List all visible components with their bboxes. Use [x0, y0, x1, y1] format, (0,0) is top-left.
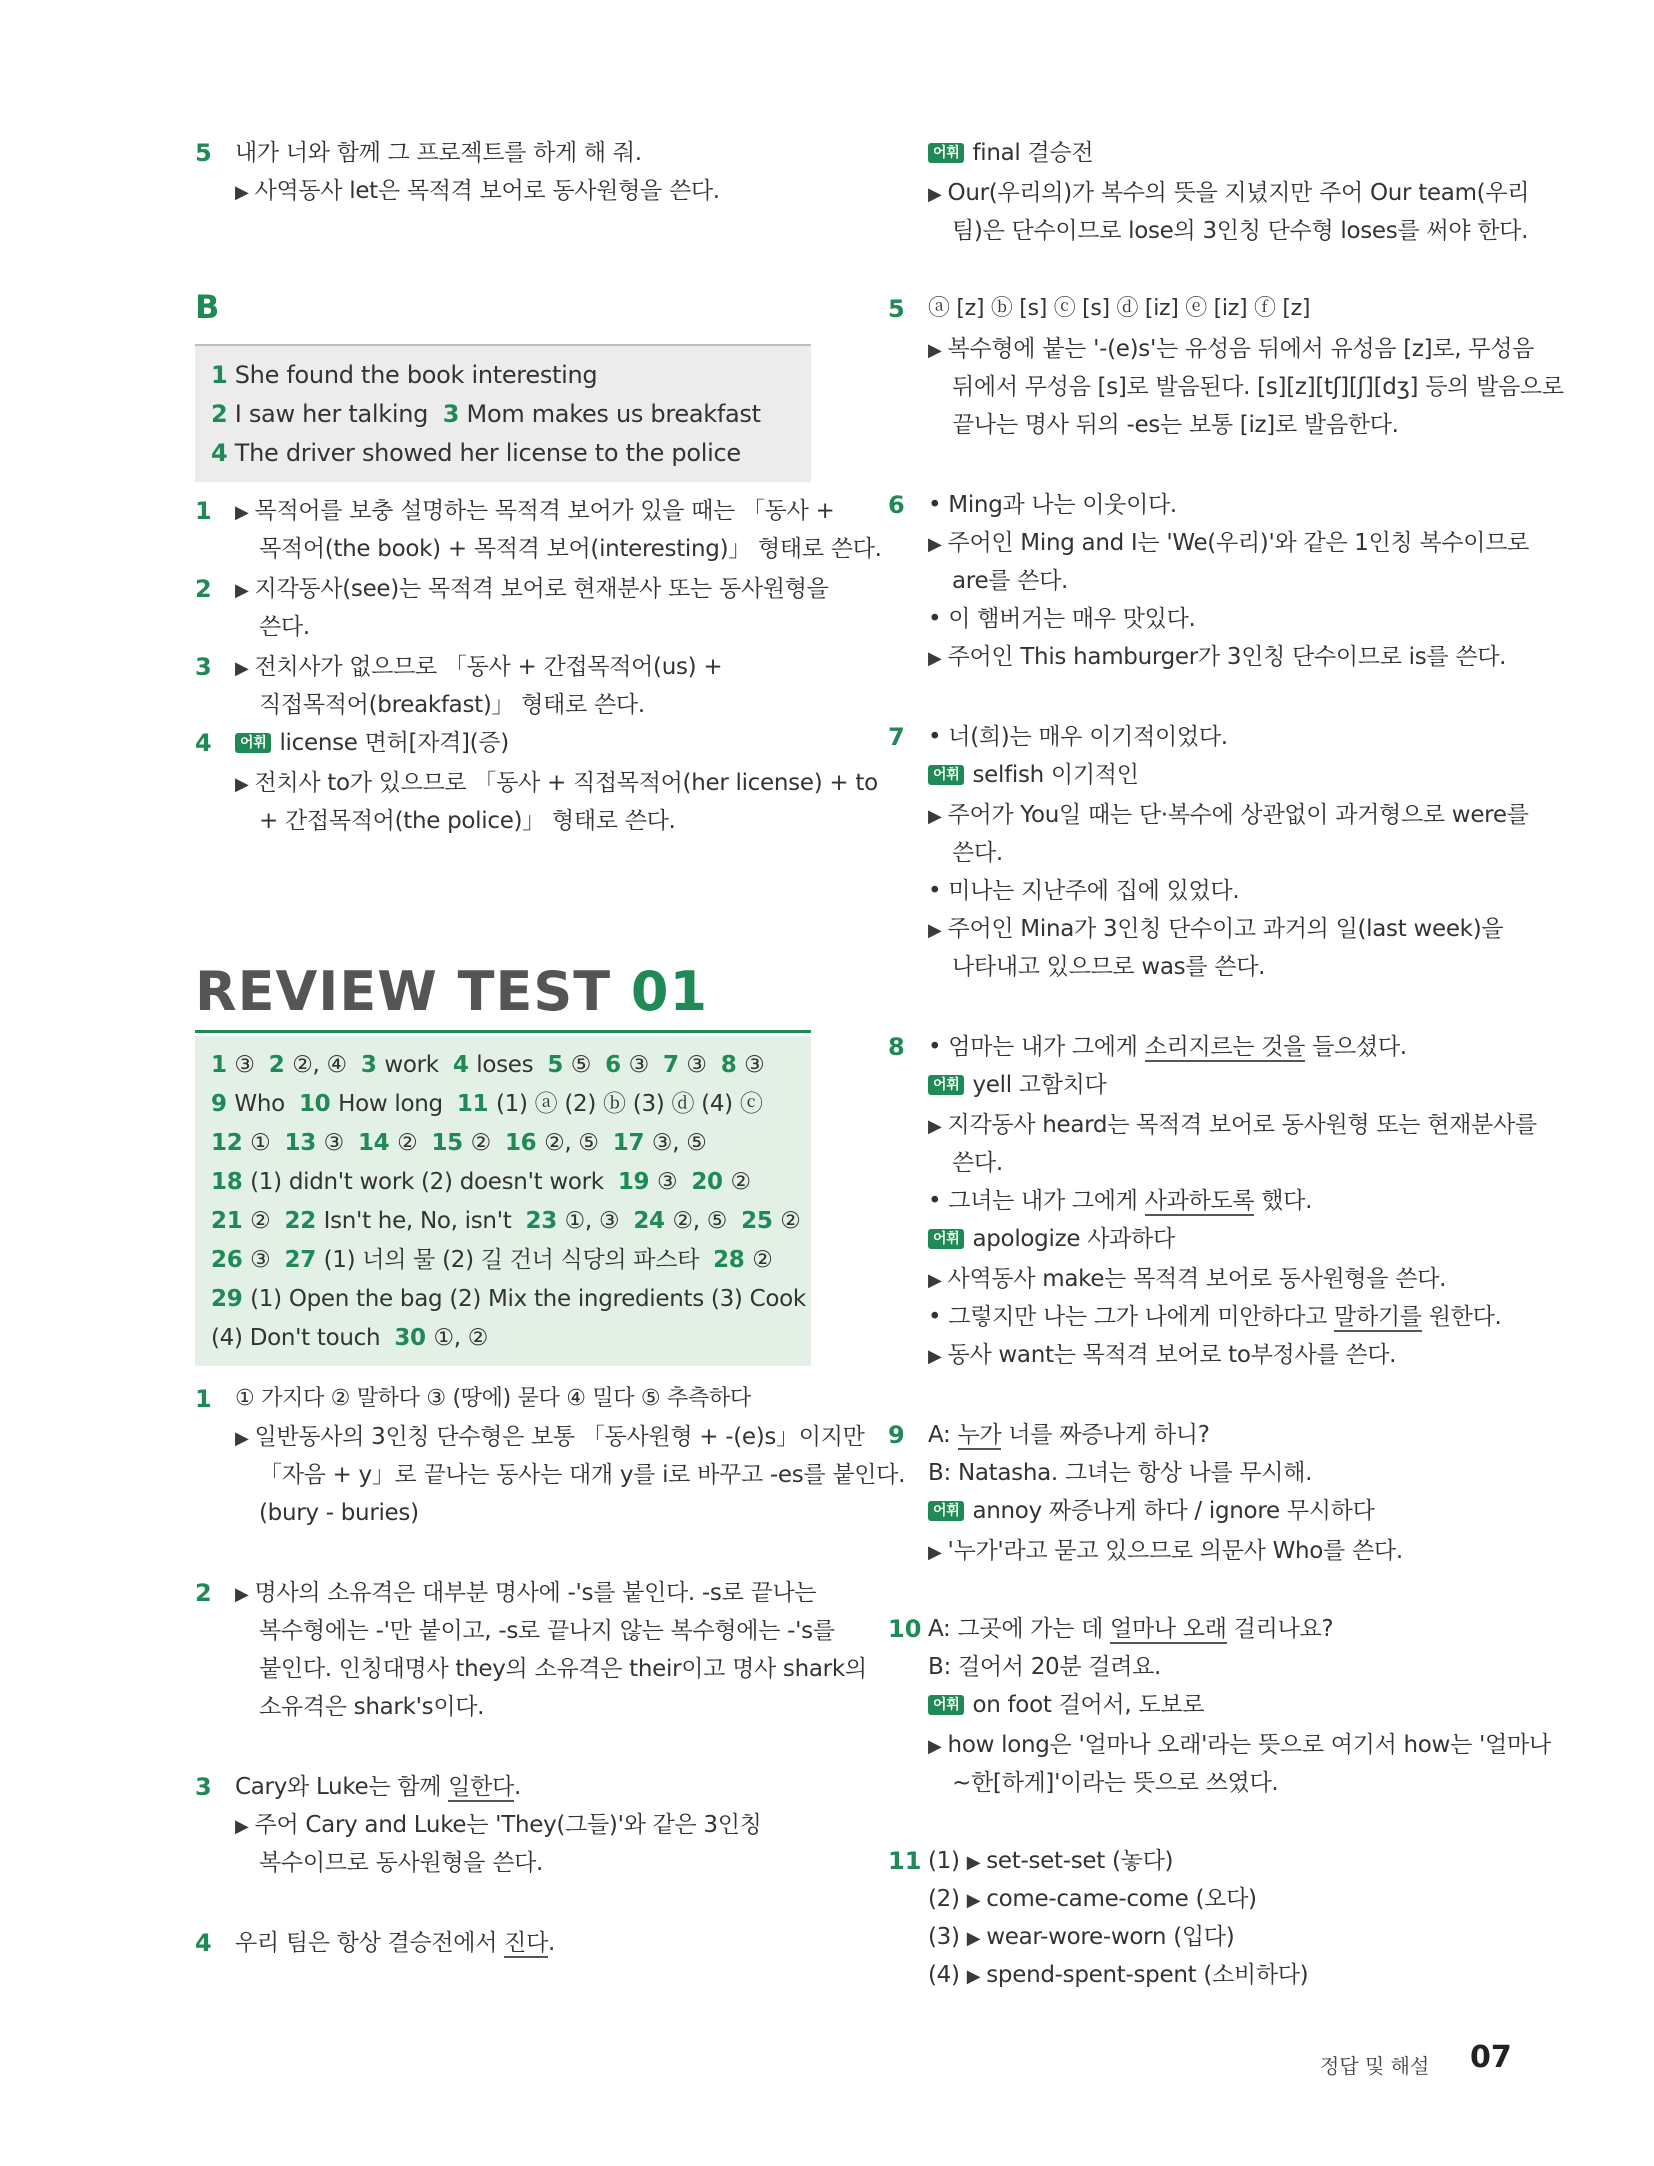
explanation-line: ▶ 주어 Cary and Luke는 'They(그들)'와 같은 3인칭	[235, 1812, 762, 1838]
answer-item	[721, 1052, 765, 1078]
korean-sentence: • 그녀는 내가 그에게 사과하도록 했다.	[928, 1188, 1313, 1214]
answer-number: 22	[284, 1208, 324, 1234]
triangle-bullet-icon: ▶	[928, 1116, 942, 1137]
explanation-line: ▶ 사역동사 let은 목적격 보어로 동사원형을 쓴다.	[235, 178, 720, 204]
triangle-bullet-icon: ▶	[928, 1270, 942, 1291]
answer-item	[457, 1091, 763, 1117]
answer-number: 23	[525, 1208, 565, 1234]
answer-number: 16	[504, 1130, 545, 1156]
answer-number: 20	[691, 1169, 731, 1195]
triangle-bullet-icon: ▶	[966, 1890, 981, 1911]
answer-value: ①, ③	[564, 1208, 620, 1234]
triangle-bullet-icon: ▶	[928, 184, 942, 205]
explanation-line: 팀)은 단수이므로 lose의 3인칭 단수형 loses를 써야 한다.	[952, 218, 1529, 244]
dialogue-line: A: 누가 너를 짜증나게 하니?	[928, 1422, 1210, 1448]
korean-sentence: • Ming과 나는 이웃이다.	[928, 492, 1177, 518]
item-number: 10	[888, 1615, 922, 1643]
dialogue-line: B: Natasha. 그녀는 항상 나를 무시해.	[928, 1460, 1313, 1486]
triangle-bullet-icon: ▶	[235, 580, 249, 601]
vocab-line: 어휘 final 결승전	[928, 138, 1093, 168]
answer-row	[211, 1323, 488, 1353]
explanation-line: ▶ 지각동사(see)는 목적격 보어로 현재분사 또는 동사원형을	[235, 576, 829, 602]
answer-item	[633, 1208, 741, 1234]
answer-value: ②	[730, 1169, 751, 1195]
vocab-line: 어휘 apologize 사과하다	[928, 1224, 1175, 1254]
item-number: 5	[195, 139, 212, 167]
answer-value: ①	[250, 1130, 271, 1156]
answer-value: How long	[338, 1091, 443, 1117]
explanation-line: are를 쓴다.	[952, 568, 1069, 594]
answer-item	[431, 1130, 504, 1156]
answer-number: 2	[268, 1052, 293, 1078]
answer-options: ① 가지다 ② 말하다 ③ (땅에) 묻다 ④ 밀다 ⑤ 추측하다	[235, 1386, 751, 1411]
answer-item	[269, 1052, 361, 1078]
answer-value: ③	[234, 1052, 255, 1078]
answer-item	[284, 1208, 525, 1234]
answer-number: 24	[633, 1208, 673, 1234]
korean-sentence: Cary와 Luke는 함께 일한다.	[235, 1774, 521, 1800]
explanation-line: (bury - buries)	[259, 1500, 419, 1526]
answer-value: Isn't he, No, isn't	[323, 1208, 512, 1234]
answer-number: 5	[547, 1052, 571, 1078]
korean-sentence: • 미나는 지난주에 집에 있었다.	[928, 878, 1240, 904]
vocab-tag: 어휘	[928, 143, 964, 163]
answer-row	[211, 1206, 801, 1236]
item-number: 8	[888, 1033, 905, 1061]
answer-row	[211, 1167, 751, 1197]
vocab-line: 어휘 on foot 걸어서, 도보로	[928, 1690, 1204, 1720]
answer-number: 3	[360, 1052, 385, 1078]
korean-sentence: • 너(희)는 매우 이기적이었다.	[928, 724, 1228, 750]
answer-line: 1 She found the book interesting	[211, 361, 598, 389]
answer-item	[211, 1169, 618, 1195]
triangle-bullet-icon: ▶	[928, 340, 942, 361]
explanation-line: 나타내고 있으므로 was를 쓴다.	[952, 954, 1266, 980]
section-heading-b: B	[195, 288, 220, 326]
explanation-line: 「자음 + y」로 끝나는 동사는 대개 y를 i로 바꾸고 -es를 붙인다.	[259, 1462, 906, 1488]
triangle-bullet-icon: ▶	[966, 1966, 981, 1987]
answer-number: 26	[211, 1247, 251, 1273]
answer-number: 15	[431, 1130, 471, 1156]
answer-value: ①, ②	[433, 1325, 489, 1351]
explanation-line: 복수형에는 -'만 붙이고, -s로 끝나지 않는 복수형에는 -'s를	[259, 1618, 835, 1644]
answer-number: 27	[284, 1247, 324, 1273]
answer-value: Who	[234, 1091, 285, 1117]
explanation-line: 쓴다.	[952, 1150, 1003, 1176]
answer-number: 17	[612, 1130, 652, 1156]
answer-item	[663, 1052, 721, 1078]
answer-item	[211, 1052, 269, 1078]
answer-value: loses	[476, 1052, 534, 1078]
explanation-line: ~한[하게]'이라는 뜻으로 쓰였다.	[952, 1770, 1279, 1796]
answer-row	[211, 1284, 806, 1314]
verb-form-line: (4) ▶ spend-spent-spent (소비하다)	[928, 1962, 1309, 1988]
korean-sentence: • 엄마는 내가 그에게 소리지르는 것을 들으셨다.	[928, 1034, 1407, 1060]
explanation-line: 끝나는 명사 뒤의 -es는 보통 [iz]로 발음한다.	[952, 412, 1399, 438]
answer-number: 1	[211, 1052, 235, 1078]
explanation-line: ▶ 주어가 You일 때는 단·복수에 상관없이 과거형으로 were를	[928, 802, 1529, 828]
answer-item	[211, 1286, 806, 1312]
item-number: 1	[195, 1385, 212, 1413]
triangle-bullet-icon: ▶	[928, 920, 942, 941]
item-number: 2	[195, 575, 212, 603]
answer-number: 28	[713, 1247, 753, 1273]
explanation-line: 쓴다.	[952, 840, 1003, 866]
answer-value: ②, ⑤	[544, 1130, 599, 1156]
korean-sentence: 내가 너와 함께 그 프로젝트를 하게 해 줘.	[235, 140, 642, 166]
item-number: 6	[888, 491, 905, 519]
answer-number: 21	[211, 1208, 251, 1234]
answer-row	[211, 1128, 707, 1158]
verb-form-line: (2) ▶ come-came-come (오다)	[928, 1886, 1257, 1912]
answer-item	[691, 1169, 750, 1195]
answer-item	[211, 1208, 284, 1234]
item-number: 9	[888, 1421, 905, 1449]
vocab-line: 어휘 yell 고함치다	[928, 1070, 1106, 1100]
answer-item	[284, 1247, 713, 1273]
answer-item	[453, 1052, 548, 1078]
triangle-bullet-icon: ▶	[966, 1852, 981, 1873]
vocab-tag: 어휘	[928, 1501, 964, 1521]
explanation-line: ▶ 전치사 to가 있으므로 「동사 + 직접목적어(her license) + to	[235, 770, 878, 796]
answer-box-b	[195, 344, 811, 482]
explanation-line: 붙인다. 인칭대명사 they의 소유격은 their이고 명사 shark의	[259, 1656, 867, 1682]
triangle-bullet-icon: ▶	[235, 1816, 249, 1837]
answer-value: ③	[628, 1052, 649, 1078]
answer-item	[605, 1052, 663, 1078]
answer-number: 30	[394, 1325, 434, 1351]
answer-item	[284, 1130, 357, 1156]
answer-number: 13	[284, 1130, 324, 1156]
review-test-title: REVIEW TEST 01	[195, 960, 709, 1023]
answer-item	[547, 1052, 605, 1078]
verb-form-line: (3) ▶ wear-wore-worn (입다)	[928, 1924, 1235, 1950]
answer-item	[394, 1325, 488, 1351]
answer-value: work	[384, 1052, 439, 1078]
answer-number: 7	[662, 1052, 687, 1078]
explanation-line: ▶ how long은 '얼마나 오래'라는 뜻으로 여기서 how는 '얼마나	[928, 1732, 1551, 1758]
answer-row	[211, 1050, 764, 1080]
answer-number: 9	[211, 1091, 235, 1117]
answer-number: 11	[456, 1091, 496, 1117]
answer-value: ②, ④	[292, 1052, 347, 1078]
explanation-line: 직접목적어(breakfast)」 형태로 쓴다.	[259, 692, 645, 718]
korean-sentence: 우리 팀은 항상 결승전에서 진다.	[235, 1930, 556, 1956]
answer-value: (1) 너의 물 (2) 길 건너 식당의 파스타	[323, 1247, 700, 1273]
answer-item	[211, 1325, 394, 1351]
triangle-bullet-icon: ▶	[928, 1346, 942, 1367]
answer-value: ③	[744, 1052, 765, 1078]
footer-label: 정답 및 해설	[1320, 2054, 1430, 2078]
explanation-line: ▶ 명사의 소유격은 대부분 명사에 -'s를 붙인다. -s로 끝나는	[235, 1580, 817, 1606]
answer-value: ②	[780, 1208, 801, 1234]
korean-sentence: • 그렇지만 나는 그가 나에게 미안하다고 말하기를 원한다.	[928, 1304, 1502, 1330]
explanation-line: ▶ 목적어를 보충 설명하는 목적격 보어가 있을 때는 「동사 +	[235, 498, 835, 524]
answer-value: ②	[470, 1130, 491, 1156]
answer-value: ②, ⑤	[672, 1208, 728, 1234]
review-answer-box	[195, 1036, 811, 1366]
explanation-line: ▶ 주어인 Ming and I는 'We(우리)'와 같은 1인칭 복수이므로	[928, 530, 1530, 556]
answer-value: ②	[397, 1130, 418, 1156]
answer-value: (1) didn't work (2) doesn't work	[250, 1169, 604, 1195]
triangle-bullet-icon: ▶	[235, 502, 249, 523]
answer-options: ⓐ [z] ⓑ [s] ⓒ [s] ⓓ [iz] ⓔ [iz] ⓕ [z]	[928, 296, 1311, 321]
dialogue-line: B: 걸어서 20분 걸려요.	[928, 1654, 1162, 1680]
answer-item	[211, 1130, 284, 1156]
answer-value: ③	[686, 1052, 707, 1078]
explanation-line: ▶ 일반동사의 3인칭 단수형은 보통 「동사원형 + -(e)s」이지만	[235, 1424, 865, 1450]
answer-value: (1) Open the bag (2) Mix the ingredients (3) Cook	[250, 1286, 806, 1312]
answer-line: 2 I saw her talking 3 Mom makes us breakfast	[211, 400, 761, 428]
answer-value: ⑤	[570, 1052, 592, 1078]
triangle-bullet-icon: ▶	[928, 1736, 942, 1757]
triangle-bullet-icon: ▶	[928, 1542, 942, 1563]
explanation-line: ▶ '누가'라고 묻고 있으므로 의문사 Who를 쓴다.	[928, 1538, 1403, 1564]
vocab-line: 어휘 annoy 짜증나게 하다 / ignore 무시하다	[928, 1496, 1375, 1526]
korean-sentence: • 이 햄버거는 매우 맛있다.	[928, 606, 1196, 632]
answer-item	[505, 1130, 613, 1156]
answer-value: (4) Don't touch	[211, 1325, 381, 1351]
explanation-line: ▶ 사역동사 make는 목적격 보어로 동사원형을 쓴다.	[928, 1266, 1447, 1292]
vocab-line: 어휘 license 면허[자격](증)	[235, 728, 509, 758]
explanation-line: 쓴다.	[259, 614, 310, 640]
answer-item	[741, 1208, 800, 1234]
triangle-bullet-icon: ▶	[235, 774, 249, 795]
answer-number: 8	[720, 1052, 745, 1078]
explanation-line: ▶ 지각동사 heard는 목적격 보어로 동사원형 또는 현재분사를	[928, 1112, 1537, 1138]
title-underline	[195, 1030, 811, 1033]
vocab-tag: 어휘	[928, 1695, 964, 1715]
answer-value: ③	[323, 1130, 344, 1156]
answer-number: 12	[211, 1130, 251, 1156]
answer-value: ③	[656, 1169, 678, 1195]
triangle-bullet-icon: ▶	[928, 648, 942, 669]
item-number: 7	[888, 723, 905, 751]
answer-number: 6	[605, 1052, 629, 1078]
triangle-bullet-icon: ▶	[235, 182, 249, 203]
item-number: 2	[195, 1579, 212, 1607]
explanation-line: 복수이므로 동사원형을 쓴다.	[259, 1850, 544, 1876]
item-number: 3	[195, 1773, 212, 1801]
explanation-line: 뒤에서 무성음 [s]로 발음된다. [s][z][tʃ][ʃ][dʒ] 등의 발음으로	[952, 374, 1564, 400]
answer-item	[211, 1247, 284, 1273]
explanation-line: ▶ 주어인 This hamburger가 3인칭 단수이므로 is를 쓴다.	[928, 644, 1507, 670]
answer-item	[713, 1247, 772, 1273]
item-number: 1	[195, 497, 212, 525]
answer-value: ②	[250, 1208, 271, 1234]
answer-item	[299, 1091, 457, 1117]
explanation-line: ▶ 동사 want는 목적격 보어로 to부정사를 쓴다.	[928, 1342, 1397, 1368]
answer-item	[361, 1052, 453, 1078]
explanation-line: ▶ Our(우리의)가 복수의 뜻을 지녔지만 주어 Our team(우리	[928, 180, 1530, 206]
answer-item	[358, 1130, 431, 1156]
item-number: 4	[195, 1929, 212, 1957]
answer-number: 25	[741, 1208, 781, 1234]
triangle-bullet-icon: ▶	[235, 1428, 249, 1449]
dialogue-line: A: 그곳에 가는 데 얼마나 오래 걸리나요?	[928, 1616, 1334, 1642]
triangle-bullet-icon: ▶	[966, 1928, 981, 1949]
answer-number: 14	[357, 1130, 398, 1156]
answer-number: 18	[211, 1169, 251, 1195]
answer-number: 10	[298, 1091, 339, 1117]
answer-line: 4 The driver showed her license to the police	[211, 439, 741, 467]
answer-value: ③, ⑤	[651, 1130, 707, 1156]
answer-number: 4	[452, 1052, 477, 1078]
answer-item	[211, 1091, 299, 1117]
page-number: 07	[1470, 2040, 1512, 2075]
answer-row	[211, 1089, 763, 1119]
answer-value: ③	[250, 1247, 271, 1273]
answer-row	[211, 1245, 773, 1275]
answer-item	[618, 1169, 691, 1195]
answer-number: 29	[211, 1286, 251, 1312]
triangle-bullet-icon: ▶	[235, 1584, 249, 1605]
answer-item	[525, 1208, 633, 1234]
item-number: 5	[888, 295, 905, 323]
triangle-bullet-icon: ▶	[928, 534, 942, 555]
vocab-tag: 어휘	[928, 1075, 964, 1095]
item-number: 11	[888, 1847, 922, 1875]
explanation-line: 소유격은 shark's이다.	[259, 1694, 485, 1720]
vocab-line: 어휘 selfish 이기적인	[928, 760, 1139, 790]
verb-form-line: (1) ▶ set-set-set (놓다)	[928, 1848, 1174, 1874]
item-number: 4	[195, 729, 212, 757]
vocab-tag: 어휘	[235, 733, 271, 753]
answer-number: 19	[617, 1169, 657, 1195]
explanation-line: ▶ 복수형에 붙는 '-(e)s'는 유성음 뒤에서 유성음 [z]로, 무성음	[928, 336, 1535, 362]
answer-item	[613, 1130, 707, 1156]
answer-value: (1) ⓐ (2) ⓑ (3) ⓓ (4) ⓒ	[495, 1091, 763, 1117]
explanation-line: ▶ 주어인 Mina가 3인칭 단수이고 과거의 일(last week)을	[928, 916, 1504, 942]
vocab-tag: 어휘	[928, 765, 964, 785]
answer-value: ②	[752, 1247, 773, 1273]
vocab-tag: 어휘	[928, 1229, 964, 1249]
explanation-line: + 간접목적어(the police)」 형태로 쓴다.	[259, 808, 676, 834]
explanation-line: ▶ 전치사가 없으므로 「동사 + 간접목적어(us) +	[235, 654, 723, 680]
explanation-line: 목적어(the book) + 목적격 보어(interesting)」 형태로 쓴다.	[259, 536, 882, 562]
triangle-bullet-icon: ▶	[235, 658, 249, 679]
triangle-bullet-icon: ▶	[928, 806, 942, 827]
item-number: 3	[195, 653, 212, 681]
